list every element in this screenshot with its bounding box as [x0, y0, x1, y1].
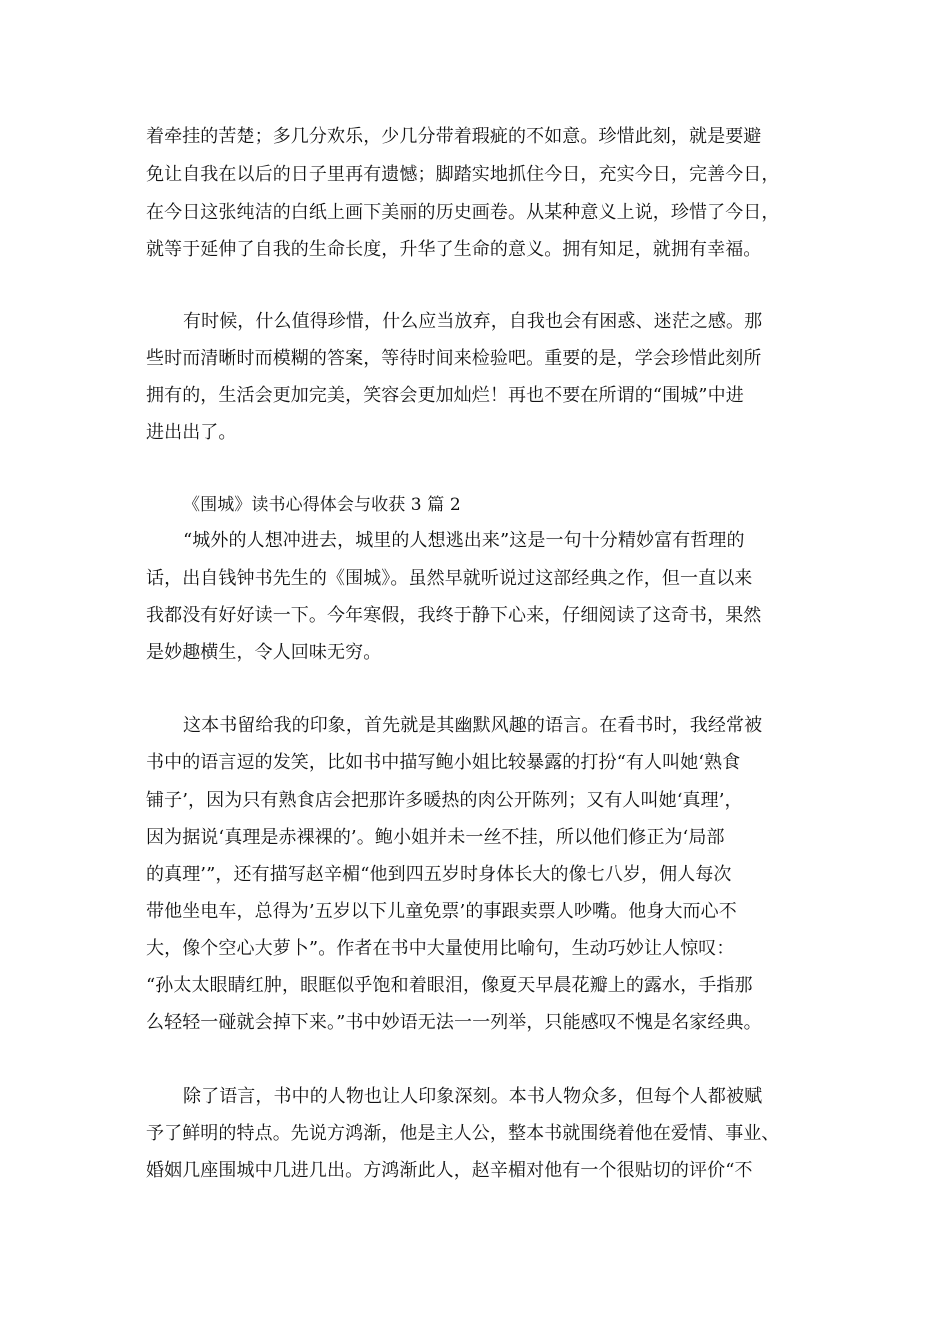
- section-heading: 《围城》读书心得体会与收获 3 篇 2: [183, 495, 461, 515]
- paragraph-4-line-7: 大，像个空心大萝卜”。作者在书中大量使用比喻句，生动巧妙让人惊叹：: [146, 938, 735, 959]
- paragraph-4-line-5: 的真理’”，还有描写赵辛楣“他到四五岁时身体长大的像七八岁，佣人每次: [146, 864, 732, 885]
- paragraph-4-line-4: 因为据说‘真理是赤裸裸的’。鲍小姐并未一丝不挂，所以他们修正为‘局部: [146, 827, 725, 848]
- paragraph-2-line-2: 些时而清晰时而模糊的答案，等待时间来检验吧。重要的是，学会珍惜此刻所: [146, 348, 762, 369]
- paragraph-5-line-1: 除了语言，书中的人物也让人印象深刻。本书人物众多，但每个人都被赋: [183, 1086, 763, 1107]
- paragraph-4-line-9: 么轻轻一碰就会掉下来。”书中妙语无法一一列举，只能感叹不愧是名家经典。: [146, 1012, 762, 1033]
- paragraph-4-line-3: 铺子’，因为只有熟食店会把那许多暖热的肉公开陈列；又有人叫她‘真理’，: [146, 790, 743, 811]
- paragraph-5-line-3: 婚姻几座围城中几进几出。方鸿渐此人，赵辛楣对他有一个很贴切的评价“不: [146, 1160, 753, 1181]
- paragraph-2-line-3: 拥有的，生活会更加完美，笑容会更加灿烂！再也不要在所谓的“围城”中进: [146, 385, 744, 406]
- paragraph-4-line-2: 书中的语言逗的发笑，比如书中描写鲍小姐比较暴露的打扮“有人叫她‘熟食: [146, 752, 741, 773]
- paragraph-2-line-1: 有时候，什么值得珍惜，什么应当放弃，自我也会有困惑、迷茫之感。那: [183, 311, 763, 332]
- paragraph-3-line-2: 话，出自钱钟书先生的《围城》。虽然早就听说过这部经典之作，但一直以来: [146, 568, 753, 589]
- paragraph-5-line-2: 予了鲜明的特点。先说方鸿渐，他是主人公，整本书就围绕着他在爱情、事业、: [146, 1123, 780, 1144]
- paragraph-1-line-2: 免让自我在以后的日子里再有遗憾；脚踏实地抓住今日，充实今日，完善今日，: [146, 164, 780, 185]
- paragraph-1-line-1: 着牵挂的苦楚；多几分欢乐，少几分带着瑕疵的不如意。珍惜此刻，就是要避: [146, 126, 762, 147]
- paragraph-4-line-8: “孙太太眼睛红肿，眼眶似乎饱和着眼泪，像夏天早晨花瓣上的露水，手指那: [146, 975, 753, 996]
- paragraph-3-line-4: 是妙趣横生，令人回味无穷。: [146, 642, 382, 663]
- paragraph-3-line-1: “城外的人想冲进去，城里的人想逃出来”这是一句十分精妙富有哲理的: [183, 530, 745, 551]
- paragraph-2-line-4: 进出出了。: [146, 422, 237, 443]
- paragraph-1-line-4: 就等于延伸了自我的生命长度，升华了生命的意义。拥有知足，就拥有幸福。: [146, 239, 762, 260]
- paragraph-4-line-6: 带他坐电车，总得为’五岁以下儿童免票’的事跟卖票人吵嘴。他身大而心不: [146, 901, 737, 922]
- paragraph-3-line-3: 我都没有好好读一下。今年寒假，我终于静下心来，仔细阅读了这奇书，果然: [146, 605, 762, 626]
- paragraph-4-line-1: 这本书留给我的印象，首先就是其幽默风趣的语言。在看书时，我经常被: [183, 715, 763, 736]
- paragraph-1-line-3: 在今日这张纯洁的白纸上画下美丽的历史画卷。从某种意义上说，珍惜了今日，: [146, 202, 780, 223]
